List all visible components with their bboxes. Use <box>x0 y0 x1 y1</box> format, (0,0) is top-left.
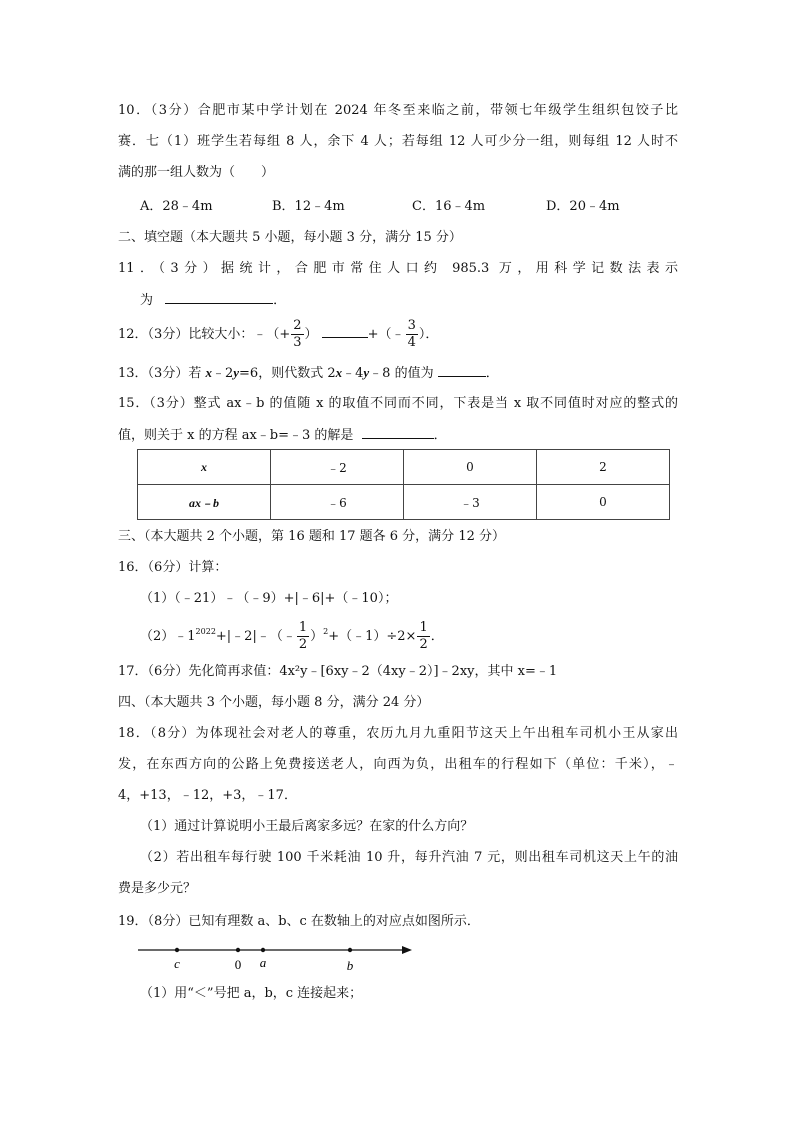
q13-var-y-2: y <box>363 365 370 380</box>
q11-prefix: 为 <box>140 293 154 308</box>
q17-line: 17．（6分）先化简再求值：4x²y﹣[6xy﹣2（4xy﹣2）]﹣2xy，其中 x=﹣1 <box>118 664 558 679</box>
label-a: a <box>259 955 267 970</box>
q13-end: ． <box>485 366 499 381</box>
q10-option-c: C．16﹣4m <box>412 199 486 214</box>
q16-part-2-a: （2）﹣1 <box>140 629 196 644</box>
q12-close-paren: ） <box>304 327 318 342</box>
q13-answer-blank[interactable] <box>438 364 486 377</box>
section-2-heading: 二、填空题（本大题共 5 小题，每小题 3 分，满分 15 分） <box>118 230 462 245</box>
q19-line-1: 19．（8分）已知有理数 a、b、c 在数轴上的对应点如图所示． <box>118 914 480 929</box>
q16-part-2-b: +|﹣2|﹣（﹣ <box>215 629 296 644</box>
q13-term-1: ﹣2 <box>211 366 234 381</box>
q16-part-1: （1）（﹣21）﹣（﹣9）+|﹣6|+（﹣10）； <box>140 591 398 606</box>
q16-exponent-2: 2 <box>323 627 329 636</box>
q15-line-2-text: 值，则关于 x 的方程 ax﹣b=﹣3 的解是 <box>118 428 354 443</box>
q15-answer-blank[interactable] <box>362 426 434 439</box>
q18-part-2-line-2: 费是多少元？ <box>118 881 197 896</box>
table-cell: 2 <box>537 450 670 485</box>
q13-var-x-2: x <box>335 365 343 380</box>
q10-line-2: 赛．七（1）班学生若每组 8 人，余下 4 人；若每组 12 人可少分一组，则每组 12 人时不 <box>118 134 678 149</box>
q16-fraction-2 <box>417 620 429 653</box>
label-zero: 0 <box>234 957 242 972</box>
q13-term-3: ﹣4 <box>342 366 364 381</box>
q10-option-b: B．12﹣4m <box>272 199 345 214</box>
q12-fraction-2-numerator: 3 <box>407 318 416 333</box>
q11-answer-blank[interactable] <box>165 291 273 304</box>
q13-term-2: =6，则代数式 2 <box>239 366 336 381</box>
q19-part-1: （1）用“＜”号把 a，b，c 连接起来； <box>140 986 363 1001</box>
point-b <box>348 948 352 952</box>
q16-part-2-d: +（﹣1）÷2× <box>328 629 417 644</box>
label-b: b <box>346 958 354 973</box>
q16-part-2 <box>140 620 444 653</box>
table-cell: 0 <box>404 450 537 485</box>
table-cell: ﹣3 <box>404 485 537 520</box>
q10-option-d: D．20﹣4m <box>546 199 620 214</box>
q18-part-1: （1）通过计算说明小王最后离家多远？在家的什么方向？ <box>140 819 474 834</box>
q10-line-3: 满的那一组人数为（ ） <box>118 165 275 180</box>
q18-line-3: 4，+13，﹣12，+3，﹣17． <box>118 788 297 803</box>
q13-var-y: y <box>233 365 240 380</box>
q15-line-2 <box>118 426 447 445</box>
point-c <box>175 948 179 952</box>
q13-var-x: x <box>205 365 212 380</box>
q13-line <box>118 364 499 383</box>
number-line-arrow-icon <box>402 946 412 954</box>
point-a <box>261 948 265 952</box>
q16-fraction-1-denominator: 2 <box>298 637 308 652</box>
q10-line-1: 10．（3分）合肥市某中学计划在 2024 年冬至来临之前，带领七年级学生组织包饺子比 <box>118 103 678 118</box>
q12-fraction-1-numerator: 2 <box>293 318 302 333</box>
table-cell: ﹣2 <box>271 450 404 485</box>
section-3-heading: 三、（本大题共 2 个小题，第 16 题和 17 题各 6 分，满分 12 分） <box>118 529 505 544</box>
q13-term-4: ﹣8 的值为 <box>369 366 434 381</box>
table-cell: ﹣6 <box>271 485 404 520</box>
q16-fraction-1-numerator: 1 <box>298 620 308 635</box>
q16-fraction-2-numerator: 1 <box>419 620 428 635</box>
table-header-x: x <box>138 450 271 485</box>
q10-option-a: A．28﹣4m <box>140 199 213 214</box>
q11-period: ． <box>273 293 287 308</box>
point-zero <box>236 948 240 952</box>
table-cell: 0 <box>537 485 670 520</box>
q16-part-2-e: ． <box>430 629 444 644</box>
q12-fraction-1-denominator: 3 <box>293 335 302 350</box>
q16-title: 16．（6分）计算： <box>118 560 228 575</box>
q12-middle: +（﹣ <box>367 327 405 342</box>
q11-line-2 <box>140 291 286 310</box>
q16-fraction-2-denominator: 2 <box>419 637 428 652</box>
q12-end: ）． <box>418 327 439 342</box>
q18-line-2: 发，在东西方向的公路上免费接送老人，向西为负，出租车的行程如下（单位：千米），﹣ <box>118 757 678 772</box>
q12-line <box>118 318 438 351</box>
section-4-heading: 四、（本大题共 3 个小题，每小题 8 分，满分 24 分） <box>118 695 430 710</box>
q12-answer-blank[interactable] <box>322 325 368 338</box>
q12-fraction-1 <box>291 318 303 351</box>
q15-period: ． <box>433 428 447 443</box>
q11-line-1: 11．（3分）据统计，合肥市常住人口约 985.3 万，用科学记数法表示 <box>118 261 678 276</box>
q16-exponent: 2022 <box>195 627 216 636</box>
q15-value-table <box>137 449 670 520</box>
q15-line-1: 15．（3分）整式 ax﹣b 的值随 x 的取值不同而不同，下表是当 x 取不同值时对应的整式的 <box>118 396 678 411</box>
q18-line-1: 18．（8分）为体现社会对老人的尊重，农历九月九重阳节这天上午出租车司机小王从家出 <box>118 726 678 741</box>
table-header-expression: ax﹣b <box>138 485 271 520</box>
label-c: c <box>174 956 180 971</box>
table-row <box>138 450 670 485</box>
q12-prefix: 12．（3分）比较大小：﹣（+ <box>118 327 291 342</box>
number-line-figure <box>136 940 426 974</box>
q16-part-2-c: ） <box>310 629 324 644</box>
q13-prefix: 13．（3分）若 <box>118 366 202 381</box>
q16-fraction-1 <box>297 620 309 653</box>
q12-fraction-2-denominator: 4 <box>407 335 416 350</box>
q18-part-2-line-1: （2）若出租车每行驶 100 千米耗油 10 升，每升汽油 7 元，则出租车司机这天上午的油 <box>140 850 678 865</box>
table-row <box>138 485 670 520</box>
q12-fraction-2 <box>406 318 418 351</box>
